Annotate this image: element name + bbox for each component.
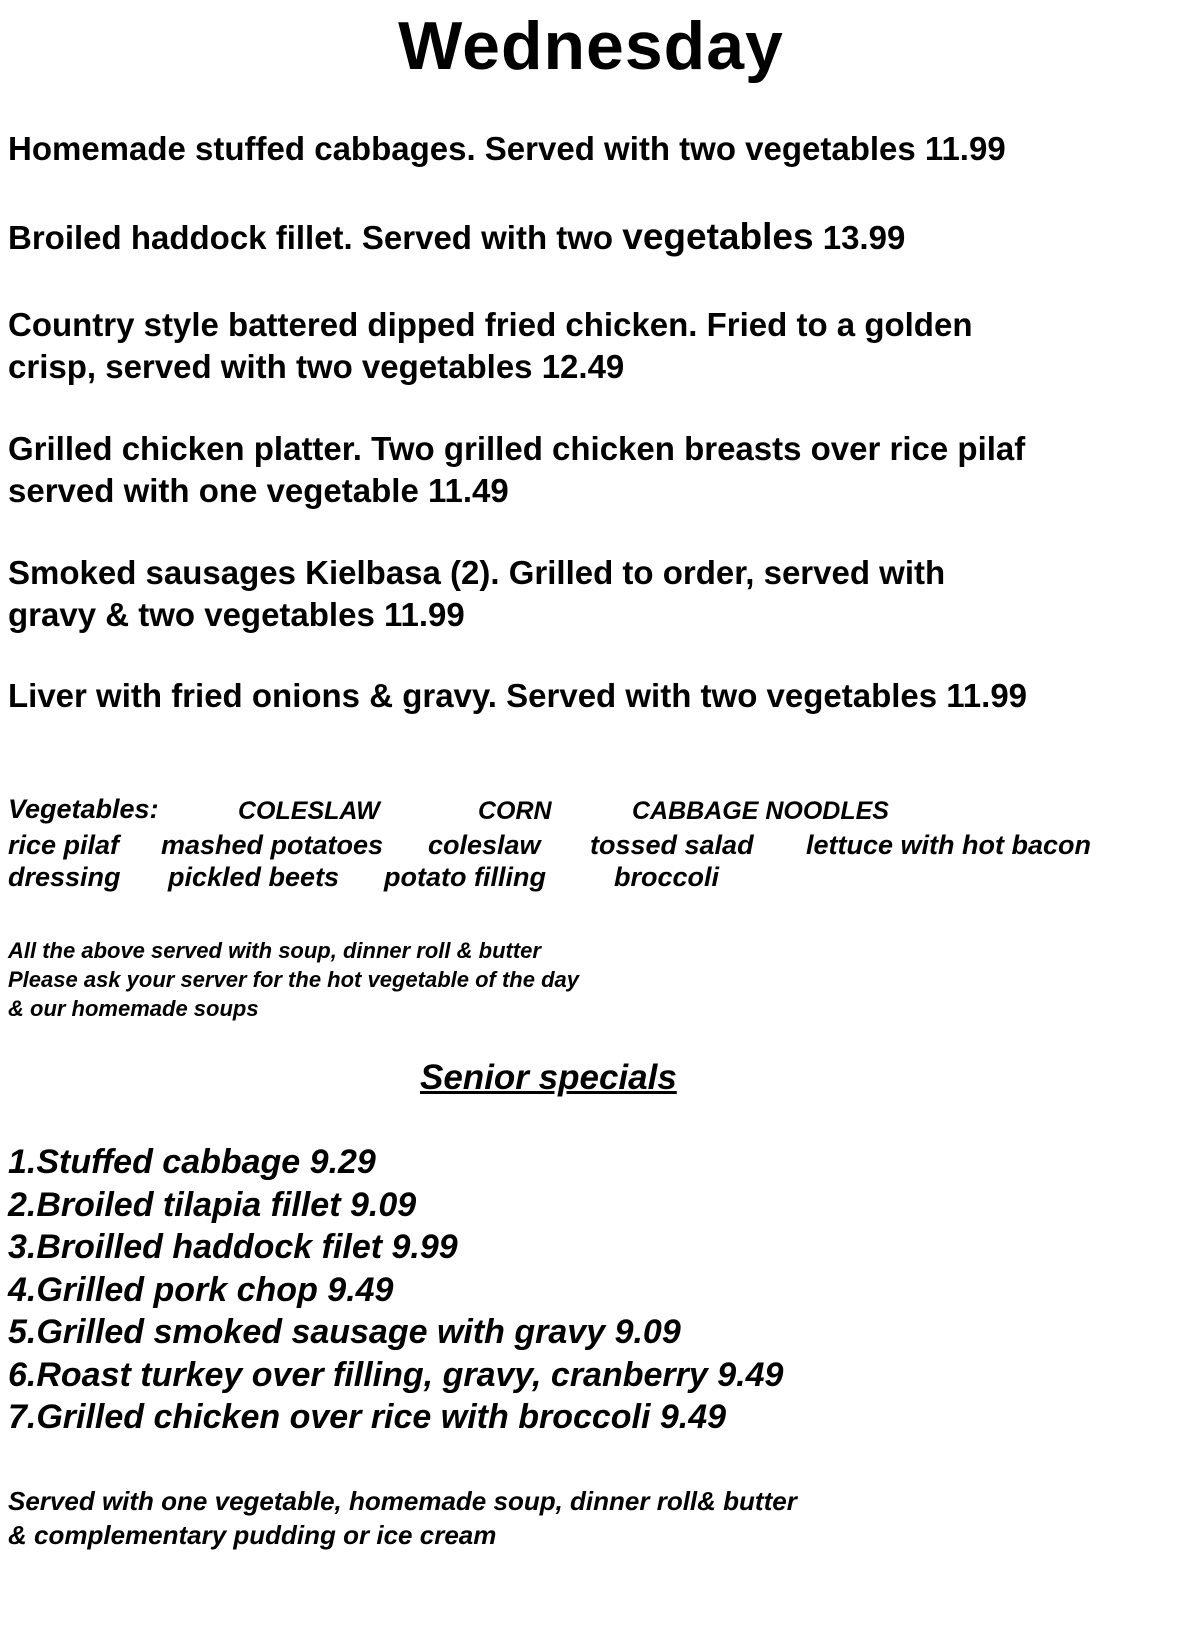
vegetable-item: pickled beets bbox=[168, 862, 340, 892]
vegetable-item: potato filling bbox=[384, 862, 546, 892]
senior-special-item: 4.Grilled pork chop 9.49 bbox=[8, 1270, 394, 1309]
vegetable-item: dressing bbox=[8, 862, 121, 892]
senior-footer-note: Served with one vegetable, homemade soup, dinner roll& butter & complementary pudding or ice cream bbox=[8, 1486, 797, 1550]
page-title: Wednesday bbox=[398, 8, 784, 84]
menu-item-liver-onions: Liver with fried onions & gravy. Served with two vegetables 11.99 bbox=[8, 677, 1028, 714]
vegetable-item: rice pilaf bbox=[8, 830, 120, 860]
menu-item-grilled-chicken-platter: Grilled chicken platter. Two grilled chicken breasts over rice pilaf served with one vegetable 11.49 bbox=[8, 430, 1026, 509]
senior-special-item: 6.Roast turkey over filling, gravy, cranberry 9.49 bbox=[8, 1355, 784, 1394]
vegetable-item: lettuce with hot bacon bbox=[806, 830, 1092, 860]
served-with-note: All the above served with soup, dinner roll & butter Please ask your server for the hot vegetable of the day & our homemade soups bbox=[8, 938, 579, 1021]
vegetable-corn-caps: CORN bbox=[478, 797, 552, 825]
vegetable-coleslaw-caps: COLESLAW bbox=[238, 797, 380, 825]
menu-item-broiled-haddock bbox=[8, 216, 1178, 259]
senior-special-item: 5.Grilled smoked sausage with gravy 9.09 bbox=[8, 1313, 681, 1351]
senior-special-item: 3.Broilled haddock filet 9.99 bbox=[8, 1228, 458, 1266]
menu-item-stuffed-cabbages: Homemade stuffed cabbages. Served with two vegetables 11.99 bbox=[8, 130, 1006, 167]
senior-specials-heading: Senior specials bbox=[420, 1058, 677, 1097]
vegetable-item: broccoli bbox=[614, 862, 720, 892]
vegetables-label: Vegetables: bbox=[8, 794, 159, 824]
senior-special-item: 1.Stuffed cabbage 9.29 bbox=[8, 1143, 376, 1181]
menu-item-smoked-sausages: Smoked sausages Kielbasa (2). Grilled to order, served with gravy & two vegetables 11.99 bbox=[8, 554, 946, 633]
senior-specials-list bbox=[8, 1141, 783, 1439]
menu-item-price: 13.99 bbox=[813, 219, 906, 256]
menu-item-fried-chicken: Country style battered dipped fried chicken. Fried to a golden crisp, served with two vegetables 12.49 bbox=[8, 306, 973, 385]
senior-special-item: 2.Broiled tilapia fillet 9.09 bbox=[8, 1185, 417, 1224]
menu-item-text-emphasis: vegetables bbox=[622, 216, 814, 257]
senior-special-item: 7.Grilled chicken over rice with broccoli 9.49 bbox=[8, 1398, 727, 1436]
menu-item-text-start: Broiled haddock fillet. Served with two bbox=[8, 219, 623, 256]
vegetable-item: mashed potatoes bbox=[161, 830, 384, 860]
vegetable-item: tossed salad bbox=[590, 830, 754, 860]
vegetable-item: coleslaw bbox=[428, 830, 541, 860]
vegetable-cabbage-noodles-caps: CABBAGE NOODLES bbox=[632, 797, 889, 825]
